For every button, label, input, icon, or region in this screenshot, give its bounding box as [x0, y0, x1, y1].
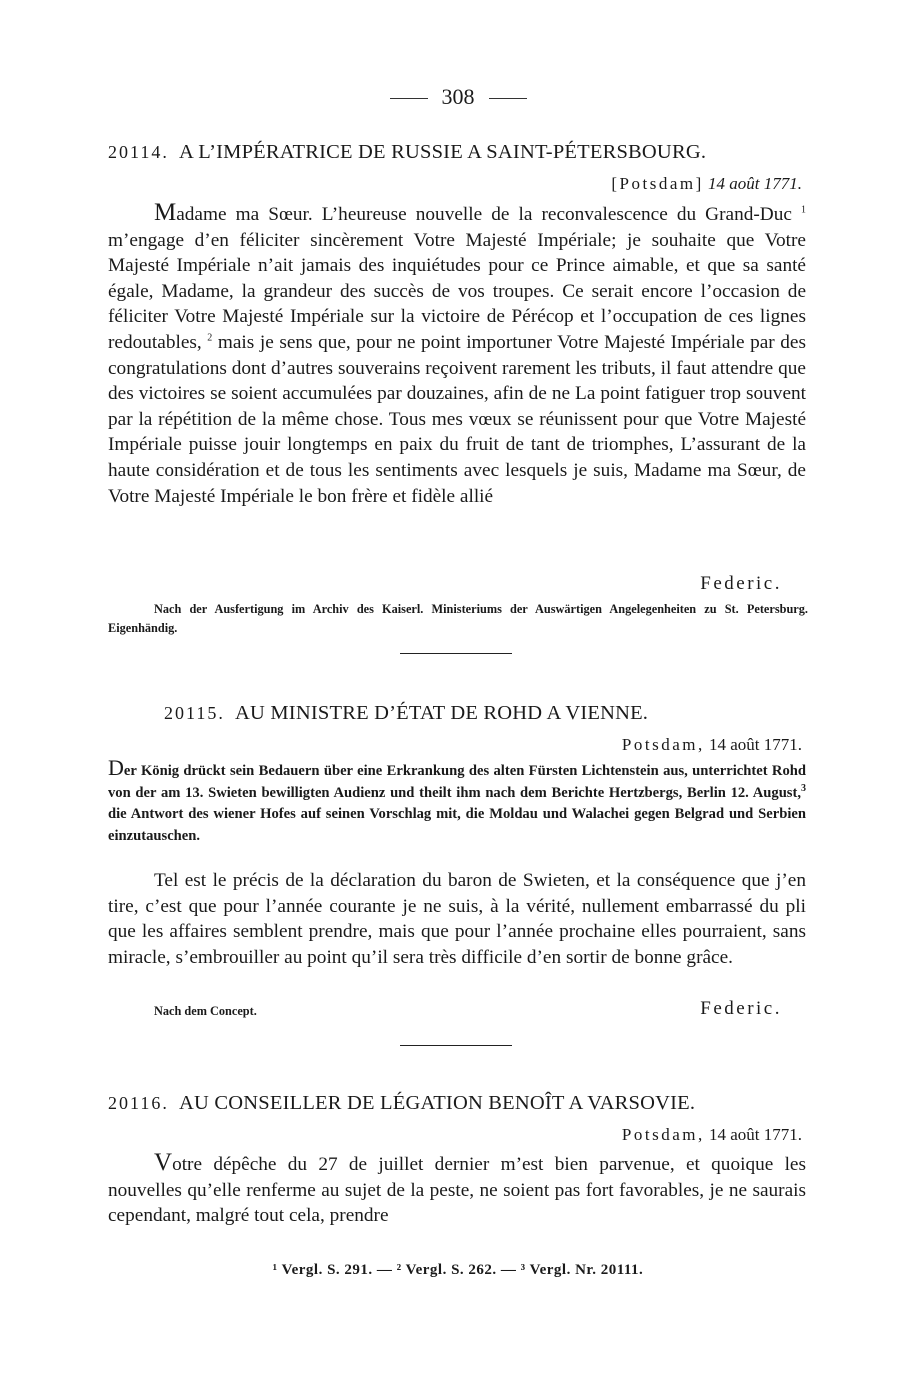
dateline-place: [Potsdam]: [611, 174, 704, 193]
letter-number: 20114.: [108, 142, 169, 162]
dateline: [622, 735, 802, 755]
signature: Federic.: [700, 998, 782, 1019]
document-page: [108, 0, 808, 1392]
letter-title: AU CONSEILLER DE LÉGATION BENOÎT A VARSOVIE.: [179, 1092, 696, 1114]
letter-number: 20115.: [164, 703, 225, 723]
letter-body: [108, 1150, 806, 1229]
paragraph-text: mais je sens que, pour ne point importuner Votre Majesté Impériale par des congratulations dont d’autres souverains reçoivent rarement les tributs, il faut attendre que des victoires se soient accumulées par douzaines, afin de ne La point fatiguer trop souvent par la répétition de la même chose. Tous mes vœux se réunissent pour que Votre Majesté Impériale puisse jouir longtemps en paix du fruit de tant de triomphes, L’assurant de la haute considération et de tous les sentiments avec lesquels je suis, Madame ma Sœur, de Votre Majesté Impériale le bon frère et fidèle allié: [108, 331, 806, 507]
summary-text: die Antwort des wiener Hofes auf seinen Vorschlag mit, die Moldau und Walachei gegen Belgrad und Serbien einzutauschen.: [108, 806, 806, 844]
footnotes: ¹ Vergl. S. 291. — ² Vergl. S. 262. — ³ Vergl. Nr. 20111.: [272, 1262, 644, 1278]
page-number-line: [108, 84, 808, 110]
dateline-place: Potsdam,: [621, 735, 705, 754]
letter-heading: [108, 702, 864, 725]
dateline: [622, 1125, 802, 1145]
dateline-date: 14 août 1771.: [708, 174, 802, 193]
footnote-ref: 3: [801, 782, 806, 794]
dateline-date: 14 août 1771.: [708, 1125, 802, 1144]
letter-paragraph: Tel est le précis de la déclaration du baron de Swieten, et la conséquence que j’en tire, c’est que pour l’année courante je ne suis, à la vérité, nullement embarrassé du pli que les affaires semblent prendre, mais que pour l’année prochaine elles pourraient, sans miracle, s’embrouiller au point qu’il sera très difficile d’en sortir de bonne grâce.: [108, 870, 806, 968]
letter-body: [108, 200, 806, 509]
summary-paragraph: [108, 757, 806, 847]
letter-paragraph: [108, 200, 806, 509]
paragraph-text: adame ma Sœur. L’heureuse nouvelle de la reconvalescence du Grand-Duc: [176, 204, 792, 225]
letter-heading: [108, 1092, 808, 1115]
divider: [489, 98, 527, 99]
dateline-date: 14 août 1771.: [708, 735, 802, 754]
footnote-ref: 2: [207, 332, 213, 344]
initial-letter: D: [108, 755, 124, 780]
letter-heading: [108, 141, 808, 164]
footnote-ref: 1: [801, 204, 806, 216]
letter-body: [108, 868, 806, 970]
initial-letter: V: [154, 1149, 173, 1176]
letter-number: 20116.: [108, 1093, 169, 1113]
initial-letter: M: [154, 199, 177, 226]
section-divider: [400, 653, 512, 654]
paragraph-text: m’engage d’en féliciter sincèrement Votre Majesté Impériale; je souhaite que Votre Majesté Impériale n’ait jamais des inquiétudes pour ce Prince aimable, et que sa santé égale, Madame, la grandeur des succès de vos troupes. Ce serait encore l’occasion de féliciter Votre Majesté Impériale sur la victoire de Pérécop et l’occupation de ces lignes redoutables,: [108, 229, 806, 353]
source-note: [108, 600, 808, 638]
letter-title: AU MINISTRE D’ÉTAT DE ROHD A VIENNE.: [235, 702, 649, 724]
source-note: Nach dem Concept.: [154, 1004, 257, 1018]
dateline: [611, 174, 802, 194]
signature: Federic.: [700, 573, 782, 594]
paragraph-text: otre dépêche du 27 de juillet dernier m’est bien parvenue, et quoique les nouvelles qu’elle renferme au sujet de la peste, ne soient pas fort favorables, je ne saurais cependant, malgré tout cela, prendre: [108, 1154, 806, 1227]
letter-title: A L’IMPÉRATRICE DE RUSSIE A SAINT-PÉTERSBOURG.: [179, 141, 707, 163]
letter-summary: [108, 757, 806, 847]
source-text: Nach der Ausfertigung im Archiv des Kaiserl. Ministeriums der Auswärtigen Angelegenheiten zu St. Petersburg. Eigenhändig.: [108, 602, 808, 635]
summary-text: er König drückt sein Bedauern über eine Erkrankung des alten Fürsten Lichtenstein aus, unterrichtet Rohd von der am 13. Swieten bewilligten Audienz und theilt ihm nach dem Berichte Hertzbergs, Berlin 12. August,: [108, 763, 806, 801]
divider: [390, 98, 428, 99]
dateline-place: Potsdam,: [621, 1125, 705, 1144]
letter-paragraph: [108, 1150, 806, 1229]
section-divider: [400, 1045, 512, 1046]
page-number: 308: [441, 84, 475, 109]
